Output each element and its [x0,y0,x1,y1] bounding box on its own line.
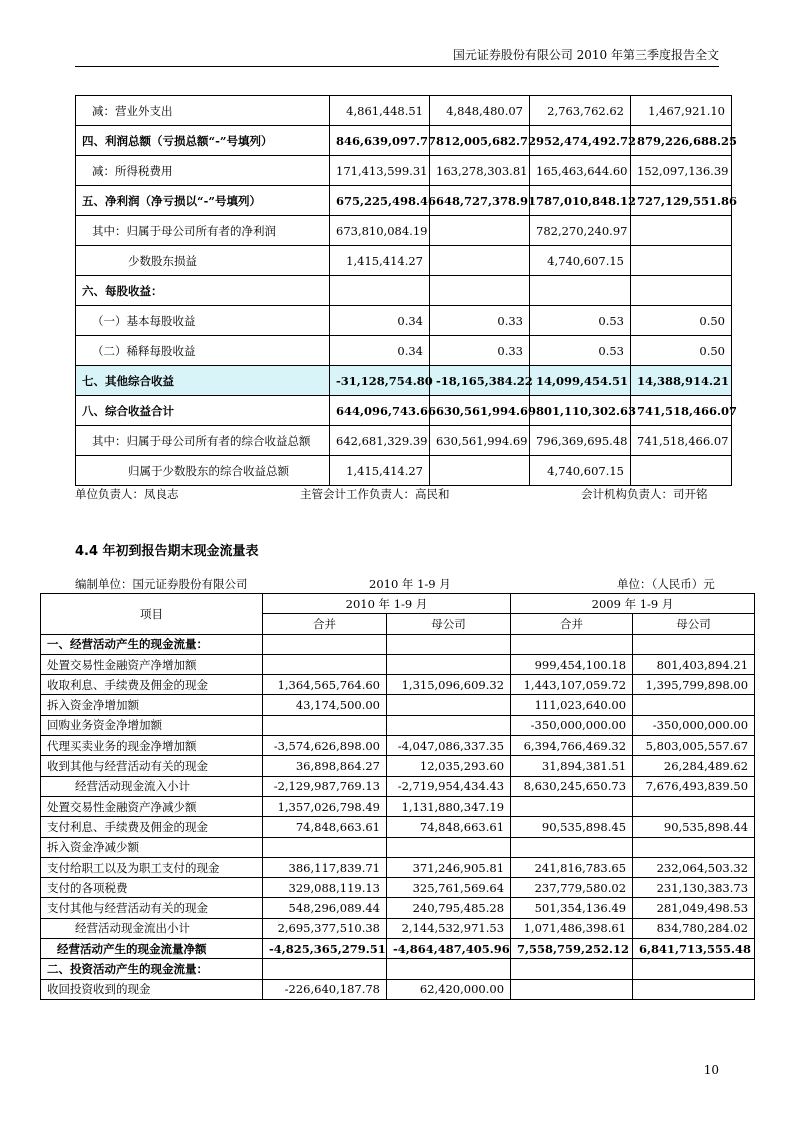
value-cell: -3,574,626,898.00 [263,736,387,756]
income-statement-table [75,95,738,486]
value-cell [633,695,755,715]
value-cell: 14,099,454.51 [530,366,631,396]
row-label: 拆入资金净减少额 [41,837,263,857]
row-label: 处置交易性金融资产净增加额 [41,654,263,674]
value-cell [511,959,633,979]
value-cell: 165,463,644.60 [530,156,631,186]
value-cell: 231,130,383.73 [633,878,755,898]
period-label: 2010 年 1-9 月 [369,577,451,591]
value-cell [631,216,732,246]
cash-flow-row [41,959,755,979]
value-cell: 999,454,100.18 [511,654,633,674]
row-label: 七、其他综合收益 [76,366,330,396]
value-cell [387,959,511,979]
row-label: 收到其他与经营活动有关的现金 [41,756,263,776]
value-cell: 648,727,378.91 [430,186,530,216]
value-cell: 240,795,485.28 [387,898,511,918]
cash-flow-row [41,939,755,959]
value-cell [263,715,387,735]
value-cell [511,979,633,999]
parent-2010-header: 母公司 [387,614,511,634]
accounting-head-signature: 主管会计工作负责人：高民和 [300,487,450,501]
value-cell: 2,695,377,510.38 [263,918,387,938]
value-cell: 1,415,414.27 [330,246,430,276]
unit-label: 单位：（人民币）元 [617,577,715,591]
value-cell: -4,047,086,337.35 [387,736,511,756]
cash-flow-table [40,593,755,1000]
row-label: 一、经营活动产生的现金流量： [41,634,263,654]
row-label: （二）稀释每股收益 [76,336,330,366]
value-cell: 630,561,994.69 [430,396,530,426]
preparer-label: 编制单位：国元证券股份有限公司 [75,577,248,591]
value-cell: 7,558,759,252.12 [511,939,633,959]
value-cell: 43,174,500.00 [263,695,387,715]
value-cell: 4,740,607.15 [530,456,631,486]
cash-flow-row [41,715,755,735]
row-label: 经营活动现金流出小计 [41,918,263,938]
cash-flow-row [41,857,755,877]
value-cell [330,276,430,306]
value-cell [631,456,732,486]
income-row [76,456,732,486]
value-cell: 386,117,839.71 [263,857,387,877]
value-cell: 90,535,898.44 [633,817,755,837]
value-cell: 62,420,000.00 [387,979,511,999]
row-label: （一）基本每股收益 [76,306,330,336]
value-cell [387,654,511,674]
value-cell [633,634,755,654]
row-label: 归属于少数股东的综合收益总额 [76,456,330,486]
value-cell: 1,443,107,059.72 [511,675,633,695]
value-cell: 1,357,026,798.49 [263,796,387,816]
value-cell: 5,803,005,557.67 [633,736,755,756]
value-cell [631,246,732,276]
income-row [76,156,732,186]
value-cell: 0.34 [330,306,430,336]
signers-row [75,486,731,502]
value-cell: 741,518,466.07 [631,396,732,426]
value-cell [511,837,633,857]
value-cell: 1,364,565,764.60 [263,675,387,695]
parent-2009-header: 母公司 [633,614,755,634]
value-cell: 325,761,569.64 [387,878,511,898]
row-label: 支付利息、手续费及佣金的现金 [41,817,263,837]
consolidated-2009-header: 合并 [511,614,633,634]
value-cell [633,979,755,999]
income-row [76,306,732,336]
value-cell: 241,816,783.65 [511,857,633,877]
value-cell: 0.50 [631,336,732,366]
unit-head-signature: 单位负责人：凤良志 [75,487,179,501]
value-cell: 12,035,293.60 [387,756,511,776]
value-cell [631,276,732,306]
value-cell: 782,270,240.97 [530,216,631,246]
value-cell [263,837,387,857]
value-cell: 673,810,084.19 [330,216,430,246]
value-cell: 834,780,284.02 [633,918,755,938]
value-cell: -18,165,384.22 [430,366,530,396]
value-cell [530,276,631,306]
value-cell: 796,369,695.48 [530,426,631,456]
row-label: 收回投资收到的现金 [41,979,263,999]
item-header: 项目 [41,594,263,635]
cash-flow-row [41,796,755,816]
value-cell [430,246,530,276]
value-cell: 232,064,503.32 [633,857,755,877]
value-cell: -2,719,954,434.43 [387,776,511,796]
row-label: 八、综合收益合计 [76,396,330,426]
dept-head-signature: 会计机构负责人：司开铭 [581,487,708,501]
value-cell: 0.33 [430,336,530,366]
row-label: 回购业务资金净增加额 [41,715,263,735]
value-cell: 1,315,096,609.32 [387,675,511,695]
row-label: 四、利润总额（亏损总额“-”号填列） [76,126,330,156]
value-cell: 2,144,532,971.53 [387,918,511,938]
value-cell [263,654,387,674]
value-cell [633,796,755,816]
report-header-title: 国元证券股份有限公司 2010 年第三季度报告全文 [452,48,719,62]
value-cell: 812,005,682.72 [430,126,530,156]
value-cell: 74,848,663.61 [387,817,511,837]
section-title: 4.4 年初到报告期末现金流量表 [75,544,259,559]
period-2010-header: 2010 年 1-9 月 [263,594,511,614]
row-label: 代理买卖业务的现金净增加额 [41,736,263,756]
page-number: 10 [703,1063,719,1077]
value-cell: 371,246,905.81 [387,857,511,877]
value-cell: 1,415,414.27 [330,456,430,486]
row-label: 减：所得税费用 [76,156,330,186]
value-cell: -31,128,754.80 [330,366,430,396]
value-cell: 6,394,766,469.32 [511,736,633,756]
value-cell: 0.33 [430,306,530,336]
value-cell [633,959,755,979]
value-cell [387,634,511,654]
row-label: 支付其他与经营活动有关的现金 [41,898,263,918]
income-row [76,216,732,246]
value-cell: 2,763,762.62 [530,96,631,126]
value-cell [430,276,530,306]
cash-flow-row [41,776,755,796]
row-label: 六、每股收益： [76,276,330,306]
cash-flow-row [41,898,755,918]
cash-flow-row [41,756,755,776]
value-cell: 281,049,498.53 [633,898,755,918]
value-cell: -226,640,187.78 [263,979,387,999]
value-cell: 1,131,880,347.19 [387,796,511,816]
value-cell: 329,088,119.13 [263,878,387,898]
value-cell: 14,388,914.21 [631,366,732,396]
value-cell [633,837,755,857]
value-cell: 879,226,688.25 [631,126,732,156]
value-cell: 171,413,599.31 [330,156,430,186]
income-row [76,366,732,396]
value-cell: 0.53 [530,336,631,366]
value-cell [387,837,511,857]
income-row [76,396,732,426]
value-cell: 152,097,136.39 [631,156,732,186]
value-cell: 163,278,303.81 [430,156,530,186]
value-cell [511,796,633,816]
value-cell: -350,000,000.00 [511,715,633,735]
value-cell: 630,561,994.69 [430,426,530,456]
value-cell: 6,841,713,555.48 [633,939,755,959]
row-label: 收取利息、手续费及佣金的现金 [41,675,263,695]
income-row [76,96,732,126]
value-cell: -4,864,487,405.96 [387,939,511,959]
value-cell: 26,284,489.62 [633,756,755,776]
value-cell: 952,474,492.72 [530,126,631,156]
row-label: 拆入资金净增加额 [41,695,263,715]
row-label: 减：营业外支出 [76,96,330,126]
income-row [76,426,732,456]
value-cell: -350,000,000.00 [633,715,755,735]
value-cell: 90,535,898.45 [511,817,633,837]
value-cell: -4,825,365,279.51 [263,939,387,959]
value-cell: 501,354,136.49 [511,898,633,918]
value-cell: 0.50 [631,306,732,336]
cash-flow-row [41,695,755,715]
period-2009-header: 2009 年 1-9 月 [511,594,755,614]
value-cell [387,695,511,715]
value-cell: 644,096,743.66 [330,396,430,426]
row-label: 支付的各项税费 [41,878,263,898]
value-cell: 111,023,640.00 [511,695,633,715]
header-rule [75,66,719,67]
value-cell: 237,779,580.02 [511,878,633,898]
cash-flow-row [41,918,755,938]
row-label: 少数股东损益 [76,246,330,276]
value-cell: 74,848,663.61 [263,817,387,837]
value-cell: 1,395,799,898.00 [633,675,755,695]
cash-flow-row [41,979,755,999]
value-cell: 1,467,921.10 [631,96,732,126]
row-label: 其中：归属于母公司所有者的净利润 [76,216,330,246]
value-cell: 7,676,493,839.50 [633,776,755,796]
income-row [76,126,732,156]
row-label: 处置交易性金融资产净减少额 [41,796,263,816]
row-label: 其中：归属于母公司所有者的综合收益总额 [76,426,330,456]
row-label: 支付给职工以及为职工支付的现金 [41,857,263,877]
cash-flow-row [41,837,755,857]
value-cell [263,959,387,979]
value-cell: 0.34 [330,336,430,366]
value-cell: 4,740,607.15 [530,246,631,276]
value-cell [263,634,387,654]
value-cell: 787,010,848.12 [530,186,631,216]
value-cell [430,456,530,486]
value-cell [387,715,511,735]
row-label: 二、投资活动产生的现金流量： [41,959,263,979]
cash-flow-meta [75,576,725,592]
cash-flow-row [41,736,755,756]
cash-flow-row [41,817,755,837]
row-label: 经营活动现金流入小计 [41,776,263,796]
cash-flow-row [41,878,755,898]
value-cell: 675,225,498.46 [330,186,430,216]
row-label: 经营活动产生的现金流量净额 [41,939,263,959]
value-cell: 727,129,551.86 [631,186,732,216]
consolidated-2010-header: 合并 [263,614,387,634]
value-cell: 8,630,245,650.73 [511,776,633,796]
value-cell [430,216,530,246]
value-cell: 642,681,329.39 [330,426,430,456]
cash-flow-row [41,675,755,695]
value-cell: 4,861,448.51 [330,96,430,126]
cash-flow-row [41,654,755,674]
income-row [76,186,732,216]
income-row [76,246,732,276]
value-cell: 1,071,486,398.61 [511,918,633,938]
value-cell: 0.53 [530,306,631,336]
value-cell: 36,898,864.27 [263,756,387,776]
value-cell: 31,894,381.51 [511,756,633,776]
value-cell: 801,403,894.21 [633,654,755,674]
value-cell: 741,518,466.07 [631,426,732,456]
value-cell [511,634,633,654]
cash-flow-row [41,634,755,654]
value-cell: 4,848,480.07 [430,96,530,126]
income-row [76,276,732,306]
income-row [76,336,732,366]
row-label: 五、净利润（净亏损以“-”号填列） [76,186,330,216]
value-cell: -2,129,987,769.13 [263,776,387,796]
value-cell: 801,110,302.63 [530,396,631,426]
value-cell: 846,639,097.77 [330,126,430,156]
value-cell: 548,296,089.44 [263,898,387,918]
